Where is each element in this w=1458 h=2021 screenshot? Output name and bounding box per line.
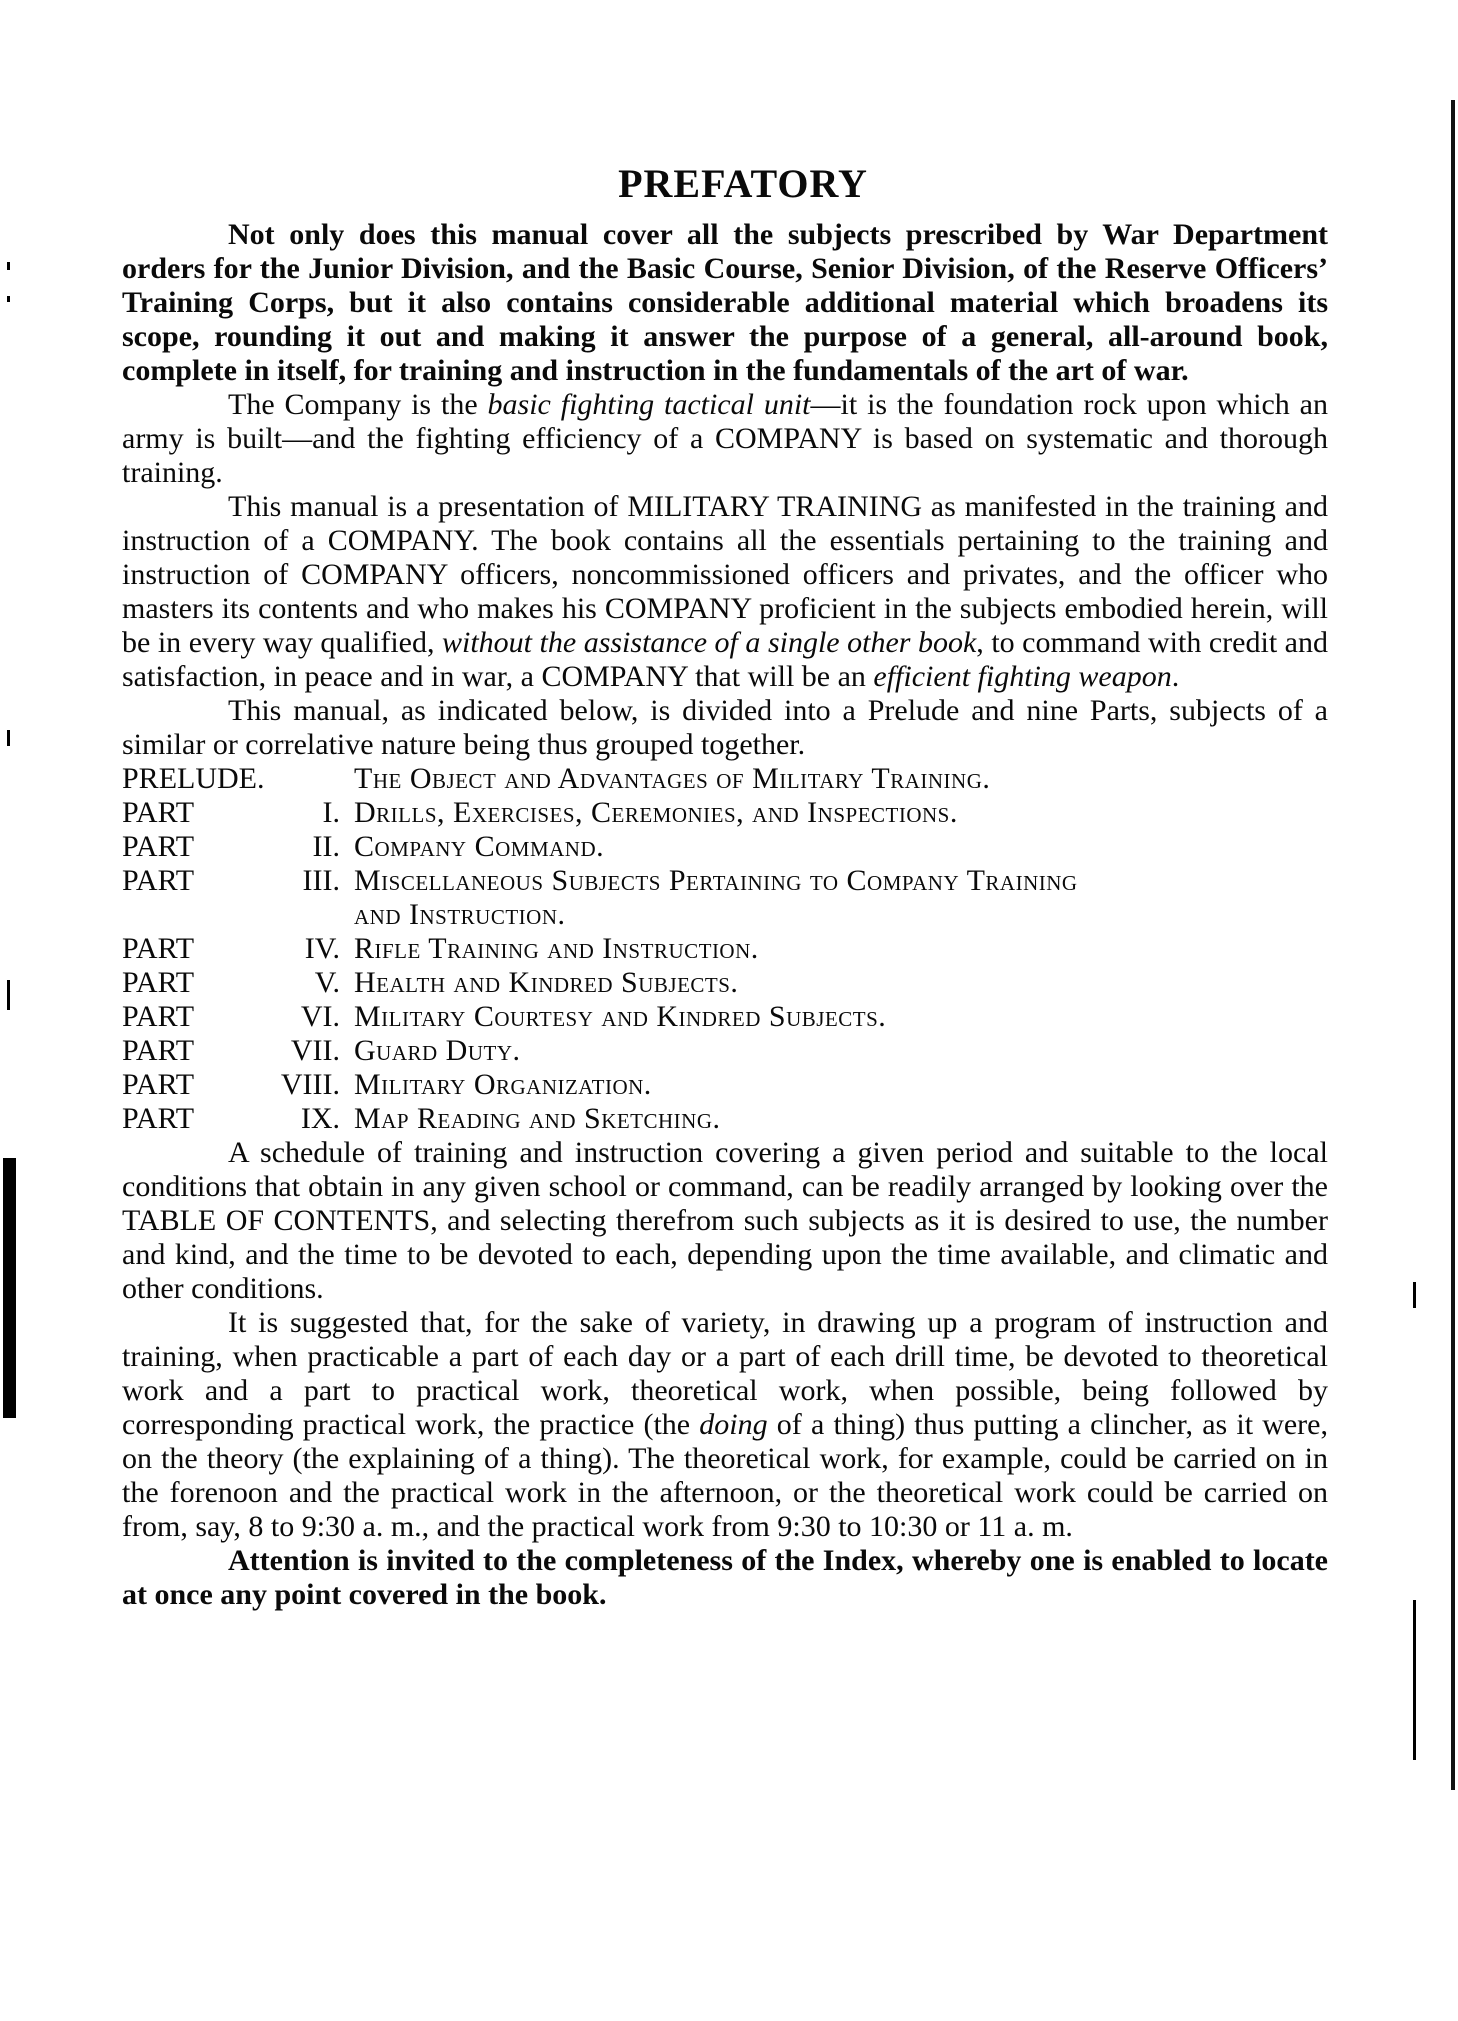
text: of a thing) thus putting a clincher, as it were, on the theory (the explaining of a thing). The theoretical work, for example, could be carried on in the forenoon and the practical work in the afternoon, or the theoretical work could be carried on from, say, 8 to 9:30 a. m., and the practical work from 9:30 to 10:30 or 11 a. m. [122, 1408, 1328, 1543]
scan-mark [1413, 1282, 1416, 1308]
scan-mark [7, 296, 10, 302]
text: It is suggested that, for the sake of variety, in drawing up a program of instruction and training, when practicable a part of each day or a part of each drill time, be devoted to theoretical work and a part to practical work, theoretical work, when possible, being followed by corresponding practical work, the practice (the [122, 1306, 1328, 1441]
text: , to command with credit and satisfaction, in peace and in war, a COMPANY that will be an [122, 626, 1328, 693]
part-label: PART [122, 1034, 195, 1067]
emphasis-text: doing [699, 1408, 768, 1441]
emphasis-text: basic fighting tactical unit [487, 388, 811, 421]
scan-mark [1413, 1600, 1416, 1760]
document-page [122, 160, 1328, 1612]
part-label: PART [122, 966, 195, 999]
part-number: III. [302, 864, 340, 897]
text: . [1171, 660, 1180, 693]
part-number: II. [312, 830, 340, 863]
part-title-continuation: and Instruction. [354, 898, 566, 931]
part-number: IV. [304, 932, 340, 965]
part-label: PART [122, 864, 195, 897]
paragraph-schedule: A schedule of training and instruction covering a given period and suitable to the local conditions that obtain in any given school or command, can be readily arranged by looking over the TABLE OF CONTENTS, and selecting therefrom such subjects as it is desired to use, the number and kind, and the time to be devoted to each, depending upon the time available, and climatic and other conditions. [122, 1136, 1328, 1305]
page-title: PREFATORY [618, 161, 868, 206]
emphasis-text: without the assistance of a single other book [442, 626, 977, 659]
part-number: VII. [290, 1034, 340, 1067]
paragraph-division: This manual, as indicated below, is divided into a Prelude and nine Parts, subjects of a similar or correlative nature being thus grouped together. [122, 694, 1328, 761]
part-label: PART [122, 1102, 195, 1135]
part-title: Drills, Exercises, Ceremonies, and Inspections. [354, 796, 958, 829]
part-label: PART [122, 1068, 195, 1101]
part-label: PART [122, 796, 195, 829]
part-row [122, 1034, 1328, 1068]
prelude-row [122, 762, 1328, 796]
scan-mark [7, 262, 10, 270]
part-label: PART [122, 932, 195, 965]
part-number: VI. [300, 1000, 340, 1033]
paragraph-company [122, 388, 1328, 490]
part-row [122, 864, 1328, 898]
scan-mark [7, 980, 10, 1010]
part-title: Military Courtesy and Kindred Subjects. [354, 1000, 887, 1033]
paragraph-suggestion [122, 1306, 1328, 1544]
text: —it is the foundation rock upon which an army is built—and the fighting efficiency of a COMPANY is based on systematic and thorough training. [122, 388, 1328, 489]
part-number: I. [322, 796, 340, 829]
scan-edge-left [3, 1158, 16, 1418]
part-title: Rifle Training and Instruction. [354, 932, 759, 965]
paragraph-intro: Not only does this manual cover all the subjects prescribed by War Department orders for the Junior Division, and the Basic Course, Senior Division, of the Reserve Officers’ Training Corps, but it also contains considerable additional material which broadens its scope, rounding it out and making it answer the purpose of a general, all-around book, complete in itself, for training and instruction in the fundamentals of the art of war. [122, 218, 1328, 387]
part-title: Miscellaneous Subjects Pertaining to Company Training [354, 864, 1078, 897]
part-title: Company Command. [354, 830, 605, 863]
text: The Company is the [228, 388, 488, 421]
part-label: PART [122, 1000, 195, 1033]
part-label: PART [122, 830, 195, 863]
part-row [122, 966, 1328, 1000]
part-number: IX. [300, 1102, 340, 1135]
part-row [122, 1102, 1328, 1136]
part-title: Map Reading and Sketching. [354, 1102, 721, 1135]
parts-list [122, 762, 1328, 1136]
scan-mark [7, 730, 10, 746]
paragraph-index: Attention is invited to the completeness of the Index, whereby one is enabled to locate at once any point covered in the book. [122, 1544, 1328, 1611]
prelude-title: The Object and Advantages of Military Training. [354, 762, 991, 795]
part-row [122, 1068, 1328, 1102]
scan-edge-right [1451, 100, 1455, 1790]
part-continuation [122, 898, 1328, 932]
emphasis-text: efficient fighting weapon [873, 660, 1172, 693]
part-title: Guard Duty. [354, 1034, 521, 1067]
paragraph-manual [122, 490, 1328, 694]
part-number: VIII. [280, 1068, 340, 1101]
text: This manual is a presentation of MILITARY TRAINING as manifested in the training and instruction of a COMPANY. The book contains all the essentials pertaining to the training and instruction of COMPANY officers, noncommissioned officers and privates, and the officer who masters its contents and who makes his COMPANY proficient in the subjects embodied herein, will be in every way qualified, [122, 490, 1328, 659]
part-row [122, 1000, 1328, 1034]
part-title: Health and Kindred Subjects. [354, 966, 739, 999]
part-number: V. [314, 966, 340, 999]
part-title: Military Organization. [354, 1068, 652, 1101]
part-row [122, 830, 1328, 864]
part-row [122, 932, 1328, 966]
prelude-label: PRELUDE. [122, 762, 265, 795]
part-row [122, 796, 1328, 830]
